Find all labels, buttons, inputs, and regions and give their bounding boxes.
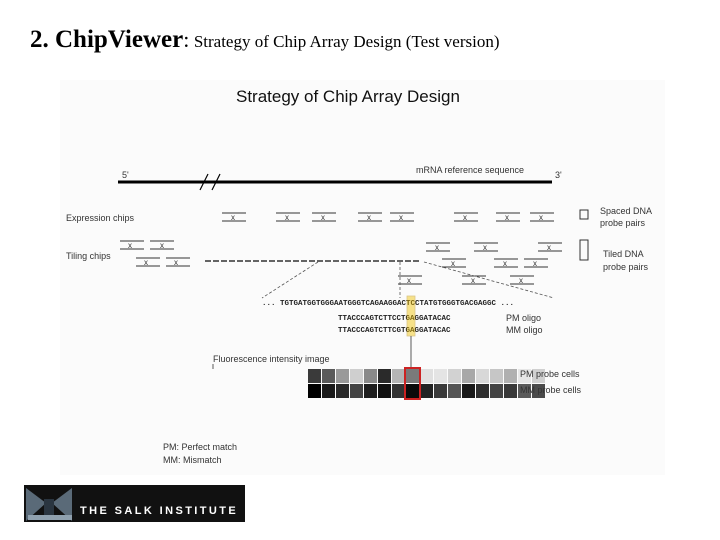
tiling-chips-label: Tiling chips	[66, 251, 111, 261]
tiling-mismatch-marks-left	[128, 241, 178, 267]
tiling-mismatch-marks-right	[407, 243, 551, 285]
svg-text:x: x	[463, 213, 467, 222]
pm-probe-cell	[476, 369, 489, 383]
legend-mismatch: MM: Mismatch	[163, 455, 222, 465]
pm-oligo-sequence: TTACCCAGTCTTCCTGAGGATACAC	[338, 315, 451, 323]
pm-probe-cell	[406, 369, 419, 383]
tiled-dna-label-1: Tiled DNA	[603, 249, 644, 259]
svg-text:x: x	[128, 241, 132, 250]
svg-text:x: x	[435, 243, 439, 252]
mm-probe-cell	[476, 384, 489, 398]
mm-oligo-label: MM oligo	[506, 325, 543, 335]
pm-probe-cell	[434, 369, 447, 383]
mm-probe-cell	[490, 384, 503, 398]
tiled-bracket	[580, 240, 588, 260]
pm-probe-cell	[420, 369, 433, 383]
pm-probe-cell	[364, 369, 377, 383]
svg-text:x: x	[533, 259, 537, 268]
reference-sequence-line: ... TGTGATGGTGGGAATGGGTCAGAAGGACTCCTATGTGGGTGACGAGGC ...	[262, 300, 515, 308]
slide-title-separator: :	[183, 27, 190, 52]
svg-text:x: x	[321, 213, 325, 222]
pm-probe-cell	[322, 369, 335, 383]
spaced-bracket	[580, 210, 588, 219]
pm-probe-cell	[448, 369, 461, 383]
mm-probe-cell	[420, 384, 433, 398]
pm-probe-cell	[392, 369, 405, 383]
mm-probe-cell	[462, 384, 475, 398]
mm-probe-cell	[308, 384, 321, 398]
svg-text:x: x	[231, 213, 235, 222]
pm-oligo-label: PM oligo	[506, 313, 542, 323]
tiling-probe-pairs-right	[398, 243, 562, 284]
mm-oligo-sequence: TTACCCAGTCTTCGTGAGGATACAC	[338, 327, 451, 335]
expression-chips-label: Expression chips	[66, 213, 135, 223]
mm-probe-cell	[448, 384, 461, 398]
svg-text:x: x	[505, 213, 509, 222]
svg-text:x: x	[367, 213, 371, 222]
fluorescence-label: Fluorescence intensity image	[213, 354, 330, 364]
pm-probe-cell	[308, 369, 321, 383]
mm-probe-cell	[392, 384, 405, 398]
svg-text:x: x	[503, 259, 507, 268]
svg-text:x: x	[399, 213, 403, 222]
mm-probe-cell	[336, 384, 349, 398]
legend-perfect-match: PM: Perfect match	[163, 442, 238, 452]
mismatch-base-highlight	[407, 296, 415, 336]
mm-probe-cell	[434, 384, 447, 398]
pm-probe-cell	[504, 369, 517, 383]
mm-probe-cell	[406, 384, 419, 398]
svg-text:x: x	[547, 243, 551, 252]
mm-probe-cell	[378, 384, 391, 398]
mm-probe-cell	[322, 384, 335, 398]
pm-probe-cell	[350, 369, 363, 383]
svg-text:x: x	[407, 276, 411, 285]
mm-probe-cell	[364, 384, 377, 398]
mm-probe-cell	[504, 384, 517, 398]
mm-probe-cells-label: MM probe cells	[520, 385, 582, 395]
pm-probe-cell	[490, 369, 503, 383]
three-prime-label: 3'	[555, 170, 562, 180]
pm-probe-cells-label: PM probe cells	[520, 369, 580, 379]
pm-probe-cell	[336, 369, 349, 383]
fluorescence-intensity-image	[308, 369, 545, 398]
svg-text:x: x	[451, 259, 455, 268]
salk-institute-logo-text: THE SALK INSTITUTE	[80, 505, 239, 517]
mm-probe-cell	[350, 384, 363, 398]
svg-text:x: x	[144, 258, 148, 267]
slide-title-main: 2. ChipViewer	[30, 26, 184, 53]
svg-text:x: x	[471, 276, 475, 285]
pm-probe-cell	[462, 369, 475, 383]
svg-text:x: x	[160, 241, 164, 250]
pm-probe-cell	[378, 369, 391, 383]
slide-subtitle: Strategy of Chip Array Design (Test version)	[193, 32, 500, 51]
spaced-dna-label-1: Spaced DNA	[600, 206, 653, 216]
spaced-dna-label-2: probe pairs	[600, 218, 646, 228]
svg-text:x: x	[519, 276, 523, 285]
svg-text:x: x	[483, 243, 487, 252]
svg-text:x: x	[539, 213, 543, 222]
tiled-dna-label-2: probe pairs	[603, 262, 649, 272]
mrna-reference-label: mRNA reference sequence	[416, 165, 525, 175]
five-prime-label: 5'	[122, 170, 129, 180]
figure-title: Strategy of Chip Array Design	[236, 87, 460, 106]
svg-text:x: x	[174, 258, 178, 267]
svg-text:x: x	[285, 213, 289, 222]
